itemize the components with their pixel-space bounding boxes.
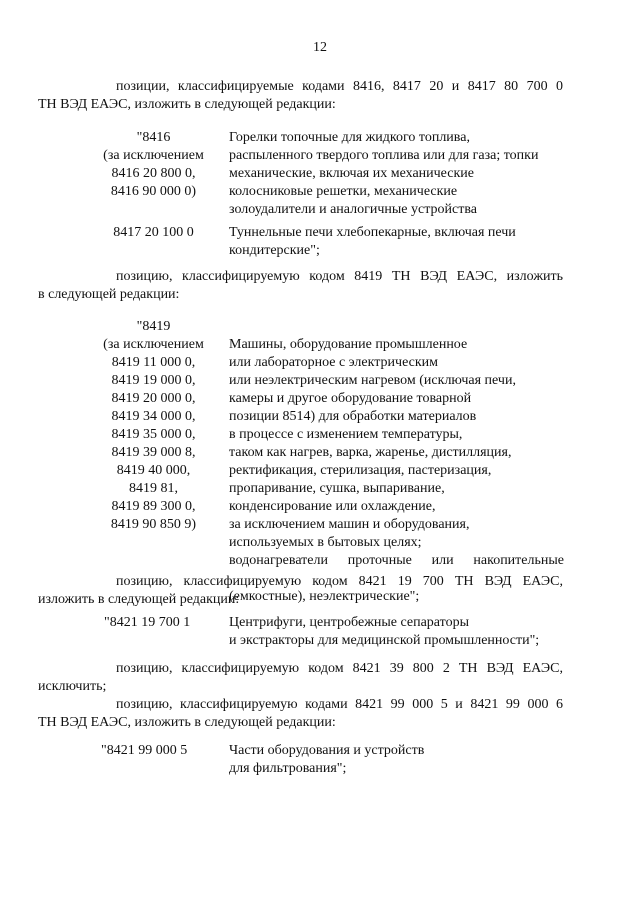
- paragraph-position-8419: [38, 268, 563, 304]
- tariff-code: "8416 (за исключением 8416 20 800 0, 8416 90 000 0): [103, 130, 204, 199]
- tariff-code: "8421 19 700 1: [104, 615, 191, 630]
- tariff-code: "8421 99 000 5: [101, 743, 188, 758]
- paragraph-line: исключить;: [38, 679, 107, 694]
- page-number: 12: [313, 40, 327, 55]
- paragraph-line: изложить в следующей редакции:: [38, 592, 240, 607]
- paragraph-line: позицию, классифицируемую кодом 8421 39 800 2 ТН ВЭД ЕАЭС,: [116, 661, 563, 676]
- paragraph-position-8421-39: [38, 660, 563, 696]
- paragraph-line: ТН ВЭД ЕАЭС, изложить в следующей редакции:: [38, 97, 336, 112]
- tariff-description: Центрифуги, центробежные сепараторы и экстракторы для медицинской промышленности";: [229, 615, 540, 648]
- tariff-description-tail: (емкостные), неэлектрические";: [229, 589, 420, 604]
- paragraph-positions-8416-8417: [38, 78, 563, 114]
- tariff-description: Машины, оборудование промышленное или лабораторное с электрическим или неэлектрическим нагревом (исключая печи, камеры и другое оборудование товарной позиции 8514) для обработки материалов в процессе с изменением температуры, таком как нагрев, варка, жаренье, дистилляция, ректификация, стерилизация, пастеризация, пропаривание, сушка, выпаривание, конденсирование или охлаждение, за исключением машин и оборудования, используемых в бытовых целях;: [229, 337, 516, 550]
- tariff-description-block: [229, 318, 564, 606]
- paragraph-line: позиции, классифицируемые кодами 8416, 8417 20 и 8417 80 700 0: [116, 79, 563, 94]
- paragraph-position-8421-19: [38, 573, 563, 609]
- paragraph-line: позицию, классифицируемую кодом 8419 ТН ВЭД ЕАЭС, изложить: [116, 269, 563, 284]
- paragraph-positions-8421-99: [38, 696, 563, 732]
- paragraph-line: позицию, классифицируемую кодами 8421 99 000 5 и 8421 99 000 6: [116, 697, 563, 712]
- tariff-description: Туннельные печи хлебопекарные, включая печи кондитерские";: [229, 225, 516, 258]
- paragraph-line: в следующей редакции:: [38, 287, 180, 302]
- tariff-code: 8417 20 100 0: [113, 225, 194, 240]
- paragraph-line: позицию, классифицируемую кодом 8421 19 700 ТН ВЭД ЕАЭС,: [116, 574, 563, 589]
- tariff-description: Части оборудования и устройств для фильтрования";: [229, 743, 425, 776]
- tariff-code: "8419 (за исключением 8419 11 000 0, 8419 19 000 0, 8419 20 000 0, 8419 34 000 0, 8419 35 000 0, 8419 39 000 8, 8419 40 000, 8419 81, 8419 89 300 0, 8419 90 850 9): [103, 319, 204, 532]
- paragraph-line: ТН ВЭД ЕАЭС, изложить в следующей редакции:: [38, 715, 336, 730]
- tariff-description-tail: водонагреватели проточные или накопительные: [229, 553, 564, 568]
- tariff-description: Горелки топочные для жидкого топлива, распыленного твердого топлива или для газа; топки механические, включая их механические колосниковые решетки, механические золоудалители и аналогичные устройства: [229, 130, 539, 217]
